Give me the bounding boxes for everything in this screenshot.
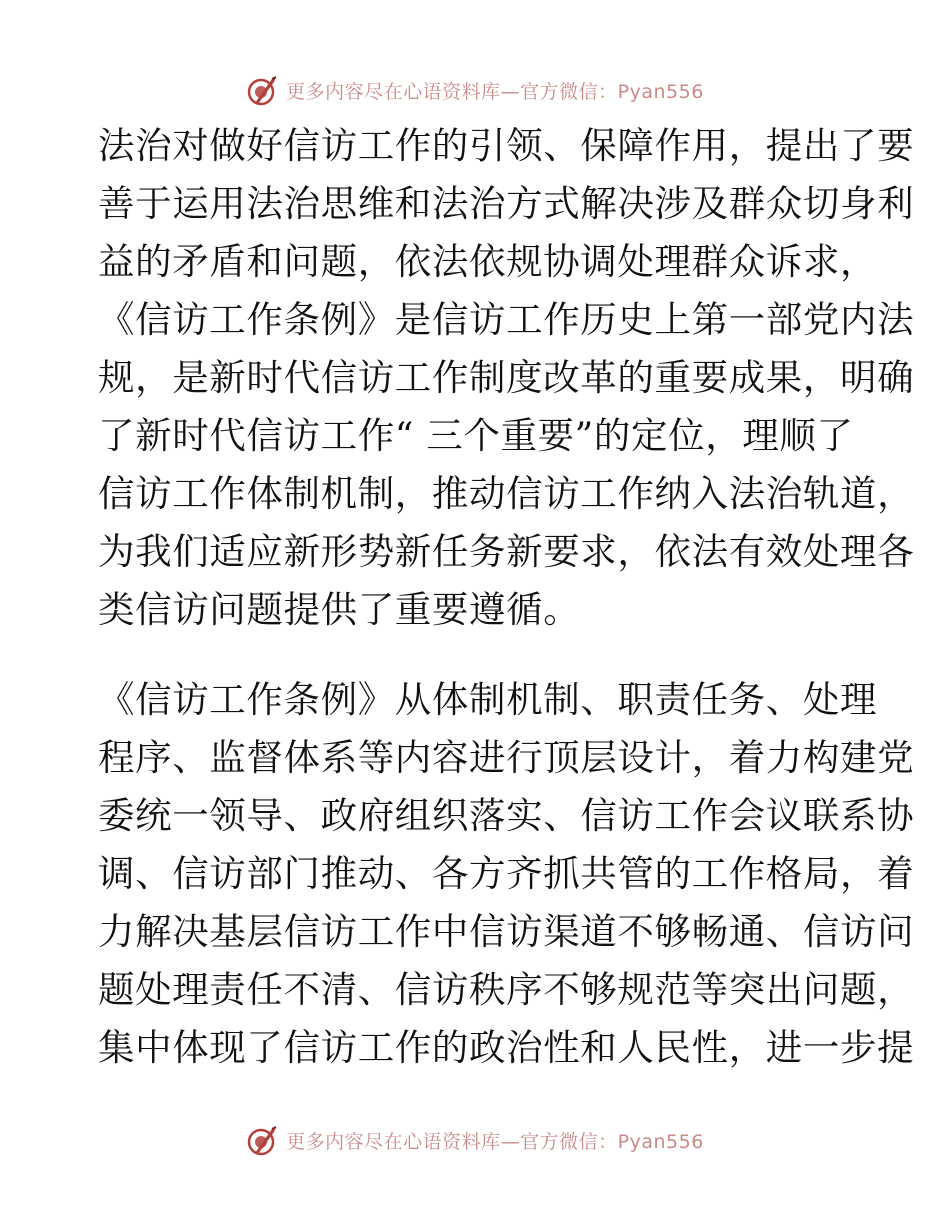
text-line: 类信访问题提供了重要遵循。 <box>98 588 581 631</box>
watermark-text: 更多内容尽在心语资料库—官方微信：Pyan556 <box>286 1130 704 1153</box>
text-line: 力解决基层信访工作中信访渠道不够畅通、信访问 <box>98 910 915 953</box>
document-body <box>98 117 915 1077</box>
text-line: 规，是新时代信访工作制度改革的重要成果，明确 <box>98 356 915 399</box>
text-line: 委统一领导、政府组织落实、信访工作会议联系协 <box>98 794 915 837</box>
quill-pen-logo-icon <box>246 1123 280 1157</box>
text-line: 善于运用法治思维和法治方式解决涉及群众切身利 <box>98 182 915 225</box>
text-line: 程序、监督体系等内容进行顶层设计，着力构建党 <box>98 736 915 779</box>
text-line: 《信访工作条例》从体制机制、职责任务、处理 <box>98 678 878 721</box>
paragraph-spacer <box>98 639 858 671</box>
text-line: 益的矛盾和问题，依法依规协调处理群众诉求， <box>98 240 878 283</box>
text-line: 集中体现了信访工作的政治性和人民性，进一步提 <box>98 1026 915 1069</box>
header-watermark <box>0 70 950 110</box>
quill-pen-logo-icon <box>246 73 280 107</box>
text-line: 为我们适应新形势新任务新要求，依法有效处理各 <box>98 530 915 573</box>
footer-watermark <box>0 1120 950 1160</box>
text-line: 法治对做好信访工作的引领、保障作用，提出了要 <box>98 124 915 167</box>
text-line: 题处理责任不清、信访秩序不够规范等突出问题， <box>98 968 915 1011</box>
text-line: 《信访工作条例》是信访工作历史上第一部党内法 <box>98 298 915 341</box>
watermark-text: 更多内容尽在心语资料库—官方微信：Pyan556 <box>286 80 704 103</box>
paragraph-1 <box>98 117 915 639</box>
text-line: 调、信访部门推动、各方齐抓共管的工作格局，着 <box>98 852 915 895</box>
text-line: 信访工作体制机制，推动信访工作纳入法治轨道， <box>98 472 915 515</box>
paragraph-2 <box>98 671 915 1077</box>
text-line: 了新时代信访工作“ 三个重要”的定位，理顺了 <box>98 414 854 457</box>
